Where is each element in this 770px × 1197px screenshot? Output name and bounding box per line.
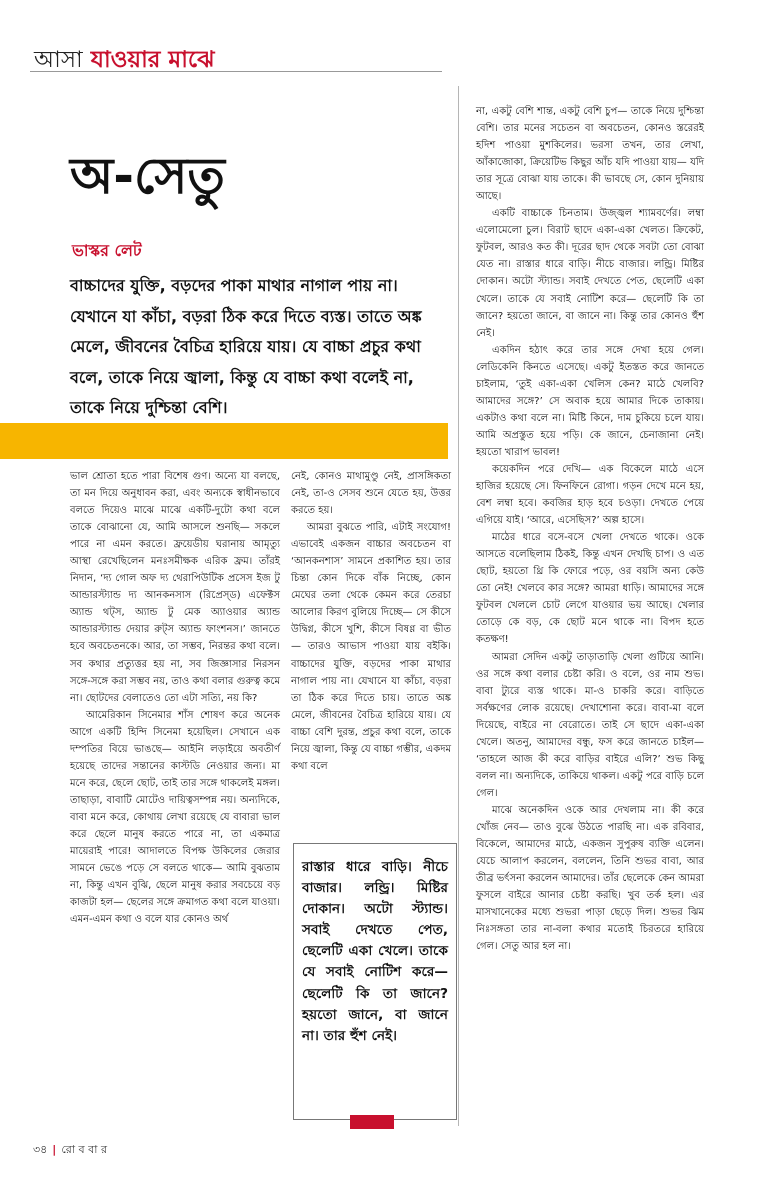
paragraph: ভাল শ্রোতা হতে পারা বিশেষ গুণ। অন্যে যা বলছে, তা মন দিয়ে অনুধাবন করা, এবং অন্যকে স্বাধীনভাবে বলতে দিয়েও মাঝে মাঝে একটি-দুটো কথা বলে তাকে বোঝানো যে, আমি আসলে শুনছি— সকলে পারে না এমন করতে। ফ্রয়েডীয় ঘরানায় আমৃত্যু আস্থা রেখেছিলেন মনঃসমীক্ষক এরিক ফ্রম। তাঁরই নিদান, ‘দ্য গোল অফ দ্য থেরাপিউটিক প্রসেস ইজ টু আন্ডারস্ট্যান্ড দ্য আনকনসাস (রিপ্রেস্‌ড) এফেক্টস অ্যান্ড থট্‌স, অ্যান্ড টু মেক অ্যাওয়ার অ্যান্ড আন্ডারস্ট্যান্ড দেয়ার রুট্‌স অ্যান্ড ফাংশনস।’ জানতে হবে অবচেতনকে। আর, তা সম্ভব, নিরন্তর কথা বলে। সব কথার প্রত্যুত্তর হয় না, সব জিজ্ঞাসার নিরসন সঙ্গে-সঙ্গে করা সম্ভব নয়, তাও কথা বলার গুরুত্ব কমে না। ছোটদের বেলাতেও তো এটা সত্যি, নয় কি? bbox=[70, 471, 280, 704]
paragraph: কয়েকদিন পরে দেখি— এক বিকেলে মাঠে এসে হাজির হয়েছে সে। ফিনফিনে রোগা। গড়ন দেখে মনে হয়, বেশ লম্বা হবে। কবজির হাড় হবে চওড়া। দেখতে পেয়ে এগিয়ে যাই। ‘আরে, এসেছিস?’ অল্প হাসে। bbox=[476, 463, 704, 527]
standfirst: বাচ্চাদের যুক্তি, বড়দের পাকা মাথার নাগাল পায় না। যেখানে যা কাঁচা, বড়রা ঠিক করে দিতে ব্যস্ত। তাতে অঙ্ক মেলে, জীবনের বৈচিত্র হারিয়ে যায়। যে বাচ্চা প্রচুর কথা বলে, তাকে নিয়ে জ্বালা, কিন্তু যে বাচ্চা কথা বলেই না, তাকে নিয়ে দুশ্চিন্তা বেশি। bbox=[70, 276, 422, 417]
body-column-2 bbox=[291, 468, 451, 775]
accent-bar bbox=[0, 423, 448, 459]
page-number: ৩৪ bbox=[33, 1143, 48, 1156]
paragraph: আমেরিকান সিনেমার শাঁস শোষণ করে অনেক আগে একটি হিন্দি সিনেমা হয়েছিল। সেখানে এক দম্পতির বিয়ে ভাঙছে— আইনি লড়াইয়ে অবতীর্ণ হয়েছে তাদের সন্তানের কাস্টডি নেওয়ার জন্য। মা মনে করে, ছেলে ছোট, তাই তার সঙ্গে থাকলেই মঙ্গল। তাছাড়া, বাবাটি মোটেও দায়িত্বসম্পন্ন নয়। অন্যদিকে, বাবা মনে করে, কোথায় লেখা রয়েছে যে বাবারা ভাল করে ছেলে মানুষ করতে পারে না, তা একমাত্র মায়েরাই পারে! আদালতে বিপক্ষ উকিলের জেরার সামনে ভেঙে পড়ে সে বলতে থাকে— আমি বুঝতাম না, কিন্তু এখন বুঝি, ছেলে মানুষ করার সবচেয়ে বড় কাজটা হল— ছেলের সঙ্গে ক্রমাগত কথা বলে যাওয়া। এমন-এমন কথা ও বলে যার কোনও অর্থ bbox=[70, 709, 280, 926]
paragraph: নেই, কোনও মাথামুণ্ডু নেই, প্রাসঙ্গিকতা নেই, তা-ও সেসব শুনে যেতে হয়, উত্তর করতে হয়। bbox=[291, 471, 451, 517]
paragraph: না, একটু বেশি শান্ত, একটু বেশি চুপ— তাকে নিয়ে দুশ্চিন্তা বেশি। তার মনের সচেতন বা অবচেতন, কোনও স্তরেরই হদিশ পাওয়া মুশকিলের। ভরসা তখন, তার লেখা, আঁকাজোকা, ক্রিয়েটিভ কিছুর আঁচ যদি পাওয়া যায়— যদি তার সূত্রে বোঝা যায় তাকে। কী ভাবছে সে, কোন দুনিয়ায় আছে। bbox=[476, 106, 704, 203]
brow-prefix: আসা bbox=[34, 47, 83, 73]
pull-quote: রাস্তার ধারে বাড়ি। নীচে বাজার। লন্ড্রি। মিষ্টির দোকান। অটো স্ট্যান্ড। সবাই দেখতে পেত, ছেলেটি একা খেলে। তাকে যে সবাই নোটিশ করে— ছেলেটি কি তা জানে? হয়তো জানে, বা জানে না। তার হুঁশ নেই। bbox=[302, 859, 448, 1044]
body-column-3 bbox=[476, 103, 704, 955]
paragraph: আমরা বুঝতে পারি, এটাই সংযোগ! এভাবেই একজন বাচ্চার অবচেতন বা ‘আনকনশাস’ সামনে প্রকাশিত হয়। তার চিন্তা কোন দিকে বাঁক নিচ্ছে, কোন মেঘের তলা থেকে কেমন করে তেরচা আলোর কিরণ বুলিয়ে দিচ্ছে— সে কীসে উদ্বিগ্ন, কীসে খুশি, কীসে বিষণ্ণ বা ভীত— তারও আভাস পাওয়া যায় বইকি। বাচ্চাদের যুক্তি, বড়দের পাকা মাথার নাগাল পায় না। যেখানে যা কাঁচা, বড়রা তা ঠিক করে দিতে চায়। তাতে অঙ্ক মেলে, জীবনের বৈচিত্র হারিয়ে যায়। যে বাচ্চা বেশি দুরন্ত, প্রচুর কথা বলে, তাকে নিয়ে জ্বালা, কিন্তু যে বাচ্চা গম্ভীর, একদম কথা বলে bbox=[291, 522, 451, 772]
paragraph: মাঝে অনেকদিন ওকে আর দেখলাম না। কী করে খোঁজ নেব— তাও বুঝে উঠতে পারছি না। এক রবিবার, বিকেলে, আমাদের মাঠে, একজন সুপুরুষ ব্যক্তি এলেন। যেচে আলাপ করলেন, বললেন, তিনি শুভর বাবা, আর তীব্র ভর্ৎসনা করলেন আমাদের। তাঁর ছেলেকে কেন আমরা ফুসলে বাইরে আনার চেষ্টা করছি। খুব তর্ক হল। এর মাসখানেকের মধ্যে শুভরা পাড়া ছেড়ে দিল। শুভর ঝিম নিঃসঙ্গতা তার না-বলা কথার মতোই চিরতরে হারিয়ে গেল। সেতু আর হল না। bbox=[476, 804, 704, 953]
paragraph: মাঠের ধারে বসে-বসে খেলা দেখতে থাকে। ওকে আসতে বলেছিলাম ঠিকই, কিন্তু এখন দেখছি চাপ। ও এত ছোট, হয়তো থ্রি কি ফোরে পড়ে, ওর বয়সি অন্য কেউ তো নেই! খেলবে কার সঙ্গে? আমরা ধাড়ি। আমাদের সঙ্গে ফুটবল খেললে চোট লেগে যাওয়ার ভয় আছে। খেলার তোড়ে কে বড়, কে ছোট মনে থাকে না। বিপদ হতে কতক্ষণ! bbox=[476, 532, 704, 646]
paragraph: আমরা সেদিন একটু তাড়াতাড়ি খেলা গুটিয়ে আনি। ওর সঙ্গে কথা বলার চেষ্টা করি। ও বলে, ওর নাম শুভ। বাবা ট্যুরে ব্যস্ত থাকে। মা-ও চাকরি করে। বাড়িতে সর্বক্ষণের লোক রয়েছে। দেখাশোনা করে। বাবা-মা বলে দিয়েছে, বাইরে না বেরোতে। তাই সে ছাদে একা-একা খেলে। অতনু, আমাদের বন্ধু, ফস করে জানতে চাইল— ‘তাহলে আজ কী করে বাড়ির বাইরে এলি?’ শুভ কিছু বলল না। অন্যদিকে, তাকিয়ে থাকল। একটু পরে বাড়ি চলে গেল। bbox=[476, 651, 704, 799]
body-column-1 bbox=[70, 468, 280, 928]
pull-quote-accent bbox=[350, 1115, 394, 1129]
section-brow bbox=[34, 40, 215, 80]
paragraph: একদিন হঠাৎ করে তার সঙ্গে দেখা হয়ে গেল। লেডিকেনি কিনতে এসেছে। একটু ইতস্তত করে জানতে চাইলাম, ‘তুই একা-একা খেলিস কেন? মাঠে খেলবি? আমাদের সঙ্গে?’ সে অবাক হয়ে আমার দিকে তাকায়। একটাও কথা বলে না। মিষ্টি কিনে, দাম চুকিয়ে চলে যায়। আমি অপ্রস্তুত হয়ে পড়ি। কে জানে, চেনাজানা নেই। হয়তো খারাপ ভাবল! bbox=[476, 344, 704, 458]
column-rule bbox=[458, 86, 459, 1126]
paragraph: একটি বাচ্চাকে চিনতাম। উজ্জ্বল শ্যামবর্ণের। লম্বা এলোমেলো চুল। বিরাট ছাদে একা-একা খেলত। ক্রিকেট, ফুটবল, আরও কত কী। দূরের ছাদ থেকে সবটা তো বোঝা যেত না। রাস্তার ধারে বাড়ি। নীচে বাজার। লন্ড্রি। মিষ্টির দোকান। অটো স্ট্যান্ড। সবাই দেখতে পেত, ছেলেটি একা খেলে। তাকে যে সবাই নোটিশ করে— ছেলেটি কি তা জানে? হয়তো জানে, বা জানে না। কিন্তু তার কোনও হুঁশ নেই। bbox=[476, 208, 704, 339]
article-title: অ-সেতু bbox=[70, 147, 225, 205]
byline: ভাস্কর লেট bbox=[72, 241, 142, 260]
page-footer bbox=[33, 1141, 107, 1160]
brow-highlight: যাওয়ার মাঝে bbox=[90, 47, 215, 73]
footer-divider: | bbox=[52, 1143, 57, 1156]
section-name: রো ব বা র bbox=[61, 1143, 108, 1156]
